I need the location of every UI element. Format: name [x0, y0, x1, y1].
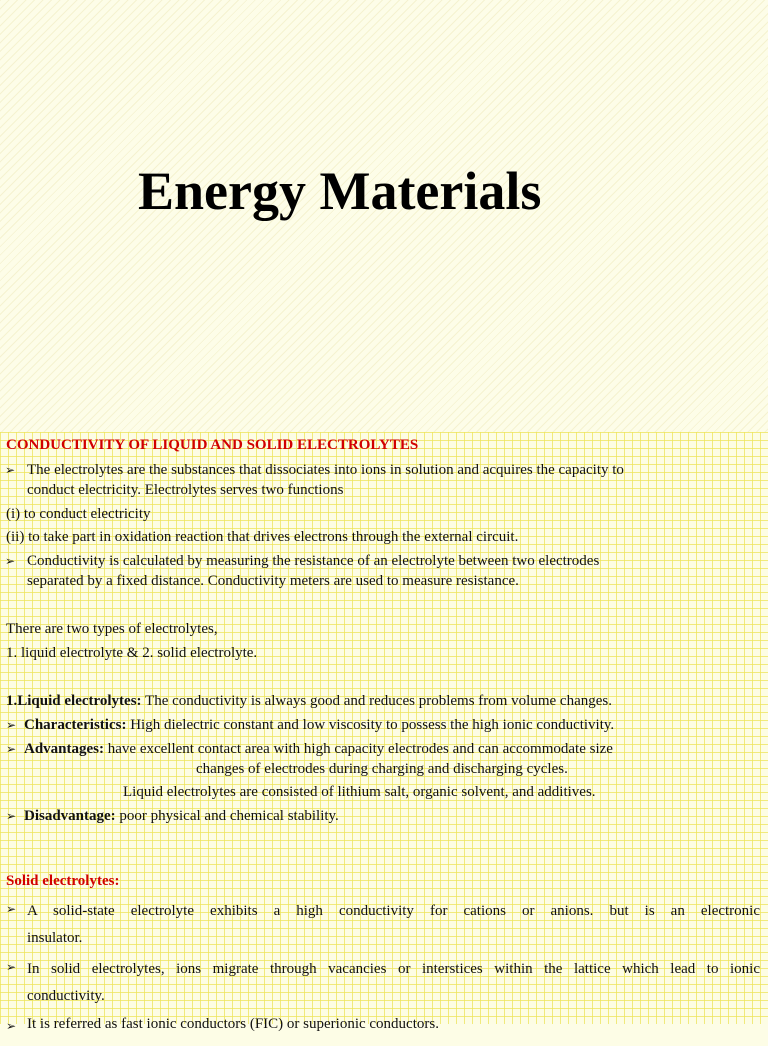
solid-point-1: ➢ A solid-state electrolyte exhibits a high conductivity for cations or anions. but is an electronic insulator.	[6, 902, 760, 946]
bullet-arrow-icon: ➢	[6, 742, 17, 756]
liquid-label: 1.Liquid electrolytes:	[6, 693, 142, 709]
bullet-arrow-icon: ➢	[6, 809, 17, 823]
bullet-arrow-icon: ➢	[6, 718, 17, 732]
types-intro: There are two types of electrolytes,	[6, 621, 218, 637]
bullet-arrow-icon: ➢	[5, 463, 16, 477]
advantages-cont: changes of electrodes during charging and discharging cycles.	[196, 761, 568, 777]
function-item-1: (i) to conduct electricity	[6, 506, 151, 522]
solid-electrolytes-heading: Solid electrolytes:	[6, 873, 120, 889]
section-heading: CONDUCTIVITY OF LIQUID AND SOLID ELECTROLYTES	[6, 437, 419, 453]
title-slide	[0, 0, 768, 432]
liquid-composition: Liquid electrolytes are consisted of lithium salt, organic solvent, and additives.	[123, 784, 596, 800]
bullet-arrow-icon: ➢	[5, 554, 16, 568]
bullet-arrow-icon: ➢	[6, 960, 17, 974]
liquid-electrolytes-paragraph: 1.Liquid electrolytes: The conductivity is always good and reduces problems from volume changes.	[6, 693, 612, 709]
function-item-2: (ii) to take part in oxidation reaction that drives electrons through the external circuit.	[6, 529, 519, 545]
slide-title: Energy Materials	[138, 161, 542, 221]
paragraph-electrolytes-cont: conduct electricity. Electrolytes serves two functions	[27, 482, 344, 498]
types-list: 1. liquid electrolyte & 2. solid electrolyte.	[6, 645, 258, 661]
solid-point-2: ➢ In solid electrolytes, ions migrate through vacancies or interstices within the lattice which lead to ionic conductivity.	[6, 960, 760, 1004]
bullet-arrow-icon: ➢	[6, 1019, 17, 1033]
solid-point-3-partial: ➢ It is referred as fast ionic conductors (FIC) or superionic conductors.	[6, 1016, 439, 1033]
bullet-arrow-icon: ➢	[6, 902, 17, 916]
content-slide: CONDUCTIVITY OF LIQUID AND SOLID ELECTROLYTES ➢ The electrolytes are the substances that dissociates into ions in solution and acquires the capacity to conduct electricity. Electrolytes serves two functions (i) to conduct electricity (ii) to take part in oxidation reaction that drives electrons through the external circuit. ➢ Conductivity is calculated by measuring the resistance of an electrolyte between two electrodes separated by a fixed distance. Conductivity meters are used to measure resistance. There are two types of electrolytes, 1. liquid electrolyte & 2. solid electrolyte. 1.Liquid electrolytes: The conductivity is always good and reduces problems from volume changes. ➢ Characteristics: High dielectric constant and low viscosity to possess the high ionic conductivity. ➢ Advantages: have excellent contact area with high capacity electrodes and can accommodate size changes of electrodes during charging and discharging cycles. Liquid electrolytes are consisted of lithium salt, organic solvent, and additives. ➢ Disadvantage: poor physical and chemical stability. Solid electrolytes: ➢ A solid-state electrolyte exhibits a high conductivity for cations or anions. but is an electronic insulator. ➢ In solid electrolytes, ions migrate through vacancies or interstices within the lattice which lead to ionic conductivity. ➢ It is referred as fast ionic conductors (FIC) or superionic conductors.	[0, 432, 768, 1024]
paragraph-conductivity-cont: separated by a fixed distance. Conductivity meters are used to measure resistance.	[27, 573, 519, 589]
